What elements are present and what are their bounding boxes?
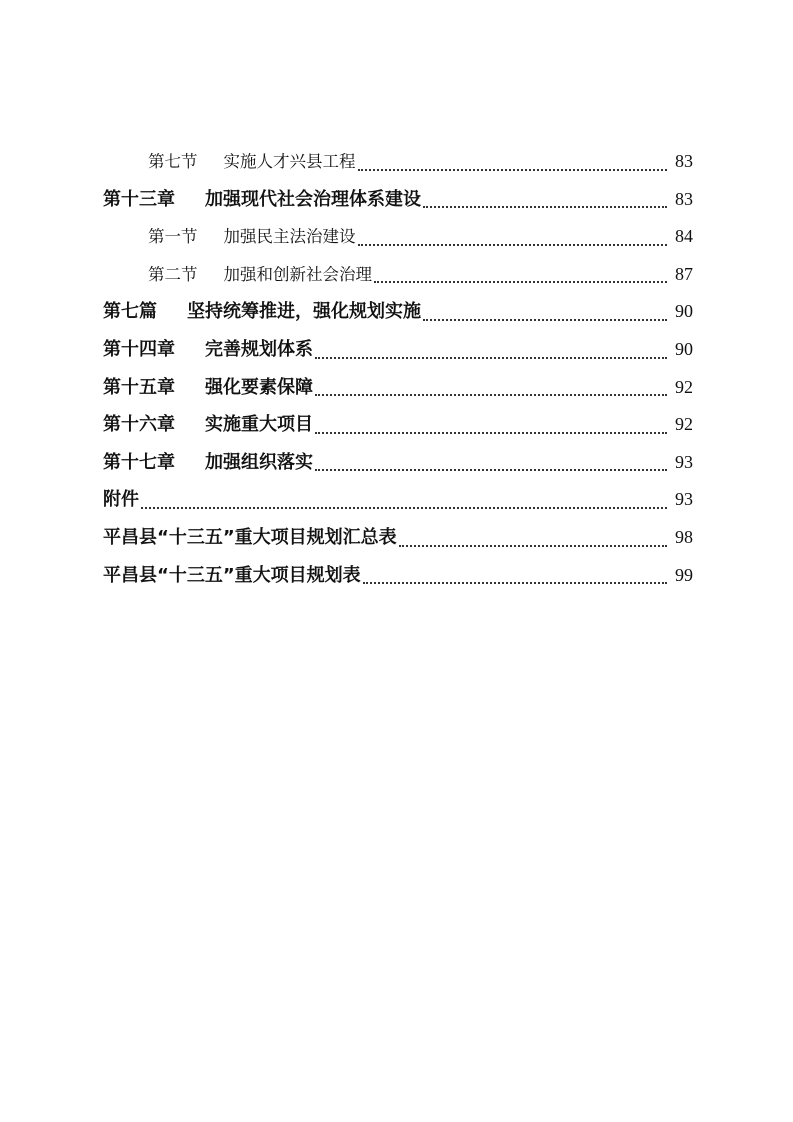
toc-entry[interactable] (103, 218, 693, 256)
toc-entry-label (103, 369, 313, 407)
toc-entry[interactable] (103, 331, 693, 369)
toc-entry-title: 完善规划体系 (205, 338, 313, 360)
dot-leader (423, 319, 667, 321)
toc-entry[interactable] (103, 481, 693, 519)
toc-entry-page: 87 (675, 263, 693, 284)
toc-entry-page: 83 (675, 151, 693, 171)
table-of-contents (103, 143, 693, 594)
toc-entry-number: 第十四章 (103, 338, 175, 360)
toc-entry-number: 第十三章 (103, 188, 175, 210)
dot-leader (358, 169, 668, 171)
dot-leader (363, 582, 667, 584)
toc-entry-label (103, 481, 139, 519)
toc-entry-label (148, 256, 372, 294)
toc-entry-number: 平昌县“十三五”重大项目规划汇总表 (103, 526, 397, 548)
toc-entry-number: 第十六章 (103, 414, 175, 436)
toc-entry-title: 实施人才兴县工程 (223, 152, 356, 171)
toc-entry-page: 99 (675, 564, 693, 585)
toc-entry-label (103, 444, 313, 482)
dot-leader (315, 394, 667, 396)
toc-entry-title: 加强组织落实 (205, 451, 313, 473)
toc-entry-number: 第七篇 (103, 301, 157, 323)
toc-entry-page: 98 (675, 526, 693, 547)
toc-entry-label (103, 331, 313, 369)
dot-leader (141, 507, 667, 509)
toc-entry[interactable] (103, 256, 693, 294)
toc-entry-label (103, 293, 421, 331)
toc-entry-label (103, 557, 361, 595)
toc-entry-page: 90 (675, 301, 693, 322)
dot-leader (399, 545, 667, 547)
toc-entry-number: 第二节 (148, 264, 198, 284)
toc-entry-title: 实施重大项目 (205, 414, 313, 436)
toc-entry-page: 93 (675, 451, 693, 472)
toc-entry[interactable] (103, 444, 693, 482)
toc-entry-label (103, 406, 313, 444)
toc-entry[interactable] (103, 406, 693, 444)
toc-entry-page: 93 (675, 489, 693, 510)
toc-entry-title: 加强和创新社会治理 (223, 264, 372, 284)
toc-entry-page: 83 (675, 188, 693, 209)
dot-leader (315, 432, 667, 434)
toc-entry-page: 90 (675, 338, 693, 359)
toc-entry-page: 92 (675, 376, 693, 397)
dot-leader (374, 281, 667, 283)
toc-entry-number: 附件 (103, 489, 139, 511)
toc-entry-label (148, 218, 356, 256)
toc-entry-page: 92 (675, 414, 693, 435)
toc-entry[interactable] (103, 293, 693, 331)
toc-entry-label (103, 519, 397, 557)
toc-entry-title: 强化要素保障 (205, 376, 313, 398)
toc-entry-page: 84 (675, 226, 693, 247)
toc-entry-number: 第一节 (148, 227, 198, 247)
toc-entry-title: 坚持统筹推进，强化规划实施 (187, 301, 421, 323)
toc-entry[interactable] (103, 519, 693, 557)
toc-entry-number: 第十七章 (103, 451, 175, 473)
toc-entry[interactable] (103, 143, 693, 181)
toc-entry[interactable] (103, 369, 693, 407)
toc-entry-title: 加强民主法治建设 (223, 227, 356, 247)
toc-entry-number: 平昌县“十三五”重大项目规划表 (103, 564, 361, 586)
toc-entry-title: 加强现代社会治理体系建设 (205, 188, 421, 210)
toc-entry-label (148, 143, 356, 181)
toc-entry-number: 第七节 (148, 152, 198, 171)
toc-entry[interactable] (103, 557, 693, 595)
toc-entry-label (103, 181, 421, 219)
dot-leader (358, 244, 668, 246)
dot-leader (423, 206, 667, 208)
dot-leader (315, 469, 667, 471)
toc-entry[interactable] (103, 181, 693, 219)
toc-entry-number: 第十五章 (103, 376, 175, 398)
dot-leader (315, 357, 667, 359)
